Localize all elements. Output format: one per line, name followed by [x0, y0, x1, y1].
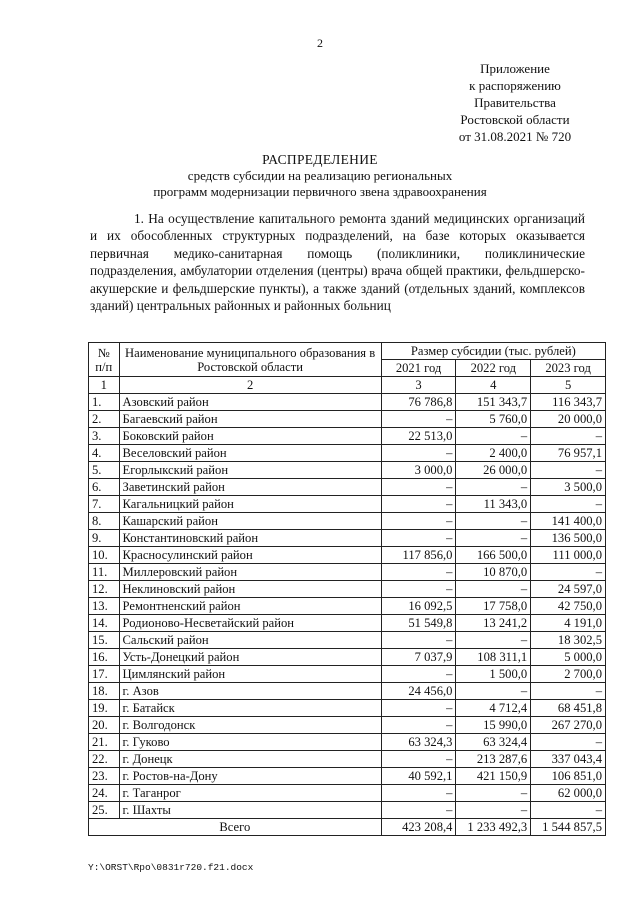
row-2022: 11 343,0 [456, 496, 531, 513]
row-2022: 17 758,0 [456, 598, 531, 615]
row-num: 7. [89, 496, 120, 513]
table-row [89, 479, 606, 496]
row-2023: 116 343,7 [531, 394, 606, 411]
table-row [89, 615, 606, 632]
file-path-footer: Y:\ORST\Rpo\0831r720.f21.docx [88, 862, 254, 873]
row-name: Кагальницкий район [119, 496, 381, 513]
row-num: 14. [89, 615, 120, 632]
row-2023: 76 957,1 [531, 445, 606, 462]
row-num: 8. [89, 513, 120, 530]
row-2023: – [531, 683, 606, 700]
row-2021: – [381, 411, 456, 428]
row-num: 3. [89, 428, 120, 445]
row-name: Сальский район [119, 632, 381, 649]
row-name: г. Гуково [119, 734, 381, 751]
row-name: Миллеровский район [119, 564, 381, 581]
row-2021: 24 456,0 [381, 683, 456, 700]
row-num: 11. [89, 564, 120, 581]
row-2021: – [381, 479, 456, 496]
row-2022: 4 712,4 [456, 700, 531, 717]
row-2022: 166 500,0 [456, 547, 531, 564]
row-2023: 42 750,0 [531, 598, 606, 615]
row-name: г. Волгодонск [119, 717, 381, 734]
index-cell: 1 [89, 377, 120, 394]
row-name: г. Шахты [119, 802, 381, 819]
table-row [89, 785, 606, 802]
row-name: Константиновский район [119, 530, 381, 547]
row-num: 22. [89, 751, 120, 768]
row-2023: 20 000,0 [531, 411, 606, 428]
col-header-name: Наименование муниципального образования в Ростовской области [119, 343, 381, 377]
appendix-line: Правительства [474, 95, 556, 110]
row-2021: 40 592,1 [381, 768, 456, 785]
col-header-2021: 2021 год [381, 360, 456, 377]
table-row [89, 598, 606, 615]
row-2022: – [456, 530, 531, 547]
row-2022: 151 343,7 [456, 394, 531, 411]
row-name: г. Батайск [119, 700, 381, 717]
table-body [89, 377, 606, 836]
row-2021: – [381, 564, 456, 581]
table-row [89, 717, 606, 734]
title-heading: РАСПРЕДЕЛЕНИЕ [262, 152, 378, 167]
row-2022: 5 760,0 [456, 411, 531, 428]
row-2022: 421 150,9 [456, 768, 531, 785]
table-row [89, 734, 606, 751]
appendix-line: к распоряжению [469, 78, 561, 93]
row-2022: 2 400,0 [456, 445, 531, 462]
table-row [89, 411, 606, 428]
row-num: 18. [89, 683, 120, 700]
table-row [89, 649, 606, 666]
table-row [89, 700, 606, 717]
row-2023: 106 851,0 [531, 768, 606, 785]
table-row [89, 513, 606, 530]
index-row [89, 377, 606, 394]
table-row [89, 768, 606, 785]
row-2021: – [381, 802, 456, 819]
col-header-num: № п/п [89, 343, 120, 377]
row-2023: 111 000,0 [531, 547, 606, 564]
table-row [89, 496, 606, 513]
row-name: г. Таганрог [119, 785, 381, 802]
row-name: г. Азов [119, 683, 381, 700]
row-2021: – [381, 445, 456, 462]
index-cell: 5 [531, 377, 606, 394]
row-2021: 3 000,0 [381, 462, 456, 479]
subsidy-table [88, 342, 606, 836]
row-2022: – [456, 632, 531, 649]
row-num: 4. [89, 445, 120, 462]
paragraph-text: 1. На осуществление капитального ремонта зданий медицинских организаций и их обособленных структурных подразделений, на базе которых оказывается первичная медико-санитарная помощь (поликлиники, поликлинические подразделения, амбулатории отделения (центры) врача общей практики, фельдшерско-акушерские и фельдшерские пункты), а также зданий (отдельных зданий, комплексов зданий) центральных районных и районных больниц [90, 211, 585, 314]
row-2022: – [456, 802, 531, 819]
table-row [89, 394, 606, 411]
row-num: 2. [89, 411, 120, 428]
total-2021: 423 208,4 [381, 819, 456, 836]
row-2023: – [531, 802, 606, 819]
row-2022: – [456, 581, 531, 598]
row-2023: – [531, 462, 606, 479]
row-2021: 51 549,8 [381, 615, 456, 632]
row-name: Усть-Донецкий район [119, 649, 381, 666]
row-2022: 1 500,0 [456, 666, 531, 683]
row-name: г. Ростов-на-Дону [119, 768, 381, 785]
table-row [89, 530, 606, 547]
row-2021: – [381, 632, 456, 649]
row-2023: – [531, 734, 606, 751]
index-cell: 2 [119, 377, 381, 394]
row-2023: 4 191,0 [531, 615, 606, 632]
row-2021: 63 324,3 [381, 734, 456, 751]
row-num: 16. [89, 649, 120, 666]
body-paragraph [90, 210, 585, 314]
total-2023: 1 544 857,5 [531, 819, 606, 836]
row-num: 1. [89, 394, 120, 411]
row-num: 12. [89, 581, 120, 598]
row-num: 20. [89, 717, 120, 734]
table-row [89, 428, 606, 445]
row-num: 10. [89, 547, 120, 564]
row-num: 6. [89, 479, 120, 496]
total-row [89, 819, 606, 836]
row-2022: 213 287,6 [456, 751, 531, 768]
row-num: 15. [89, 632, 120, 649]
row-2021: – [381, 530, 456, 547]
appendix-block [440, 60, 590, 145]
total-label: Всего [89, 819, 382, 836]
row-name: Заветинский район [119, 479, 381, 496]
row-2022: 63 324,4 [456, 734, 531, 751]
row-2022: – [456, 683, 531, 700]
row-name: Веселовский район [119, 445, 381, 462]
row-num: 21. [89, 734, 120, 751]
title-subtitle: программ модернизации первичного звена здравоохранения [153, 184, 487, 199]
col-header-amount: Размер субсидии (тыс. рублей) [381, 343, 605, 360]
row-name: Азовский район [119, 394, 381, 411]
row-num: 13. [89, 598, 120, 615]
table-row [89, 564, 606, 581]
row-2023: 24 597,0 [531, 581, 606, 598]
table-row [89, 581, 606, 598]
table-row [89, 666, 606, 683]
table-row [89, 802, 606, 819]
row-2022: 13 241,2 [456, 615, 531, 632]
row-name: Цимлянский район [119, 666, 381, 683]
row-num: 17. [89, 666, 120, 683]
row-2023: 62 000,0 [531, 785, 606, 802]
row-name: Родионово-Несветайский район [119, 615, 381, 632]
row-name: г. Донецк [119, 751, 381, 768]
row-2023: 2 700,0 [531, 666, 606, 683]
row-name: Неклиновский район [119, 581, 381, 598]
row-2022: 15 990,0 [456, 717, 531, 734]
appendix-line: от 31.08.2021 № 720 [458, 129, 572, 144]
row-2022: 108 311,1 [456, 649, 531, 666]
row-2023: 18 302,5 [531, 632, 606, 649]
row-2023: 5 000,0 [531, 649, 606, 666]
row-2021: 117 856,0 [381, 547, 456, 564]
row-2021: – [381, 751, 456, 768]
total-2022: 1 233 492,3 [456, 819, 531, 836]
row-2023: – [531, 428, 606, 445]
row-2022: – [456, 513, 531, 530]
row-num: 23. [89, 768, 120, 785]
table-row [89, 462, 606, 479]
row-2022: – [456, 428, 531, 445]
table-row [89, 632, 606, 649]
document-title [0, 152, 640, 200]
row-2021: – [381, 717, 456, 734]
row-name: Багаевский район [119, 411, 381, 428]
page-number: 2 [317, 36, 323, 50]
row-2022: – [456, 785, 531, 802]
row-num: 19. [89, 700, 120, 717]
row-num: 5. [89, 462, 120, 479]
row-2021: – [381, 700, 456, 717]
row-2023: 68 451,8 [531, 700, 606, 717]
row-2021: 16 092,5 [381, 598, 456, 615]
row-2023: 3 500,0 [531, 479, 606, 496]
title-subtitle: средств субсидии на реализацию региональных [187, 168, 453, 183]
row-2023: – [531, 496, 606, 513]
row-2023: 136 500,0 [531, 530, 606, 547]
row-2023: – [531, 564, 606, 581]
row-2023: 337 043,4 [531, 751, 606, 768]
appendix-line: Приложение [480, 61, 550, 76]
row-2022: 10 870,0 [456, 564, 531, 581]
row-2021: – [381, 496, 456, 513]
row-2021: – [381, 785, 456, 802]
index-cell: 4 [456, 377, 531, 394]
row-name: Кашарский район [119, 513, 381, 530]
appendix-line: Ростовской области [460, 112, 570, 127]
row-name: Ремонтненский район [119, 598, 381, 615]
row-num: 9. [89, 530, 120, 547]
table-row [89, 683, 606, 700]
row-name: Егорлыкский район [119, 462, 381, 479]
row-2021: 7 037,9 [381, 649, 456, 666]
table-row [89, 445, 606, 462]
row-2023: 267 270,0 [531, 717, 606, 734]
row-2021: 22 513,0 [381, 428, 456, 445]
row-2021: – [381, 581, 456, 598]
row-2021: – [381, 666, 456, 683]
row-num: 25. [89, 802, 120, 819]
row-2023: 141 400,0 [531, 513, 606, 530]
row-2022: – [456, 479, 531, 496]
row-num: 24. [89, 785, 120, 802]
index-cell: 3 [381, 377, 456, 394]
row-2022: 26 000,0 [456, 462, 531, 479]
row-2021: – [381, 513, 456, 530]
row-2021: 76 786,8 [381, 394, 456, 411]
row-name: Красносулинский район [119, 547, 381, 564]
table-row [89, 547, 606, 564]
table-row [89, 751, 606, 768]
row-name: Боковский район [119, 428, 381, 445]
col-header-2022: 2022 год [456, 360, 531, 377]
col-header-2023: 2023 год [531, 360, 606, 377]
